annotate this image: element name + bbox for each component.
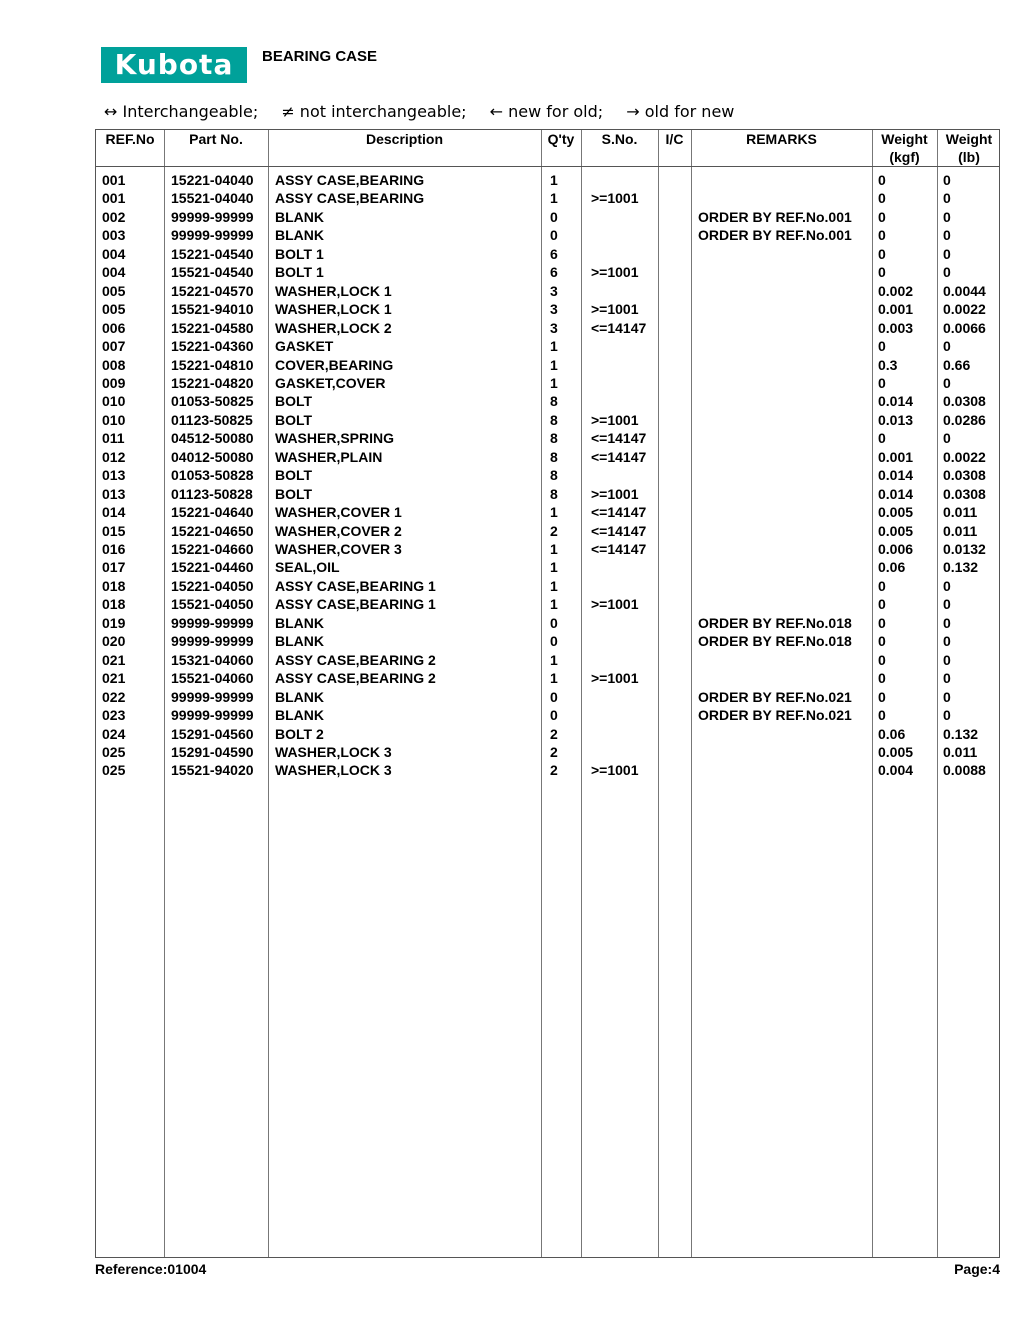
- cell-ref-no: 014: [102, 504, 126, 521]
- cell-weight-lb: 0.011: [943, 522, 978, 539]
- cell-part-no: 15221-04050: [171, 577, 254, 594]
- cell-qty: 2: [550, 762, 558, 779]
- cell-part-no: 04012-50080: [171, 448, 254, 465]
- cell-weight-kgf: 0.006: [878, 541, 914, 557]
- cell-weight-kgf: 0.004: [878, 762, 914, 779]
- cell-ref-no: 005: [102, 301, 126, 318]
- cell-description: WASHER,COVER 3: [275, 541, 402, 557]
- cell-qty: 2: [550, 743, 558, 760]
- cell-ref-no: 006: [102, 319, 126, 336]
- logo-text: Kubota: [114, 48, 234, 81]
- reference-number: Reference:01004: [95, 1261, 207, 1277]
- cell-weight-lb: 0: [943, 651, 951, 668]
- cell-serial-no: <=14147: [591, 504, 647, 521]
- cell-ref-no: 001: [102, 172, 126, 188]
- table-row: [96, 337, 999, 356]
- table-row: [96, 651, 999, 670]
- cell-weight-kgf: 0.003: [878, 319, 914, 336]
- cell-qty: 3: [550, 319, 558, 336]
- cell-part-no: 15221-04460: [171, 559, 254, 576]
- cell-part-no: 01123-50825: [171, 411, 253, 428]
- cell-weight-lb: 0: [943, 374, 951, 391]
- cell-qty: 0: [550, 208, 558, 225]
- table-row: [96, 466, 999, 485]
- cell-serial-no: >=1001: [591, 301, 639, 318]
- cell-description: WASHER,LOCK 2: [275, 319, 392, 336]
- cell-part-no: 99999-99999: [171, 633, 254, 650]
- cell-weight-lb: 0.0308: [943, 467, 986, 484]
- column-header-ref-no: REF.No: [105, 131, 155, 147]
- cell-qty: 8: [550, 448, 558, 465]
- cell-description: BLANK: [275, 208, 324, 225]
- cell-serial-no: >=1001: [591, 411, 639, 428]
- cell-qty: 1: [550, 172, 558, 188]
- legend-old-for-new: → old for new: [626, 102, 735, 121]
- cell-weight-lb: 0: [943, 208, 951, 225]
- cell-weight-kgf: 0: [878, 245, 886, 262]
- cell-ref-no: 022: [102, 688, 126, 705]
- cell-part-no: 15221-04360: [171, 338, 254, 355]
- cell-ref-no: 019: [102, 614, 126, 631]
- cell-weight-lb: 0: [943, 245, 951, 262]
- cell-qty: 6: [550, 245, 558, 262]
- cell-description: GASKET: [275, 338, 334, 355]
- cell-description: BOLT 1: [275, 245, 324, 262]
- cell-part-no: 04512-50080: [171, 430, 254, 447]
- cell-weight-kgf: 0.014: [878, 485, 914, 502]
- cell-qty: 1: [550, 559, 558, 576]
- table-row: [96, 688, 999, 707]
- table-row: [96, 319, 999, 338]
- cell-weight-kgf: 0: [878, 688, 886, 705]
- cell-serial-no: <=14147: [591, 448, 647, 465]
- cell-qty: 2: [550, 522, 558, 539]
- cell-remarks: ORDER BY REF.No.018: [698, 633, 852, 650]
- column-header-description: Description: [365, 131, 443, 147]
- table-row: [96, 392, 999, 411]
- cell-weight-lb: 0: [943, 670, 951, 687]
- cell-description: BOLT 2: [275, 725, 324, 742]
- cell-description: BLANK: [275, 227, 324, 244]
- cell-ref-no: 025: [102, 743, 126, 760]
- cell-weight-lb: 0.0022: [943, 301, 986, 318]
- cell-weight-kgf: 0.014: [878, 393, 914, 410]
- table-row: [96, 743, 999, 762]
- table-row: [96, 558, 999, 577]
- cell-part-no: 15221-04650: [171, 522, 254, 539]
- cell-weight-lb: 0: [943, 264, 951, 281]
- cell-ref-no: 009: [102, 374, 126, 391]
- table-row: [96, 761, 999, 780]
- cell-description: BLANK: [275, 707, 324, 724]
- cell-ref-no: 013: [102, 485, 126, 502]
- cell-ref-no: 005: [102, 282, 126, 299]
- cell-part-no: 15221-04570: [171, 282, 254, 299]
- cell-description: BOLT: [275, 485, 313, 502]
- cell-weight-kgf: 0: [878, 577, 886, 594]
- cell-part-no: 99999-99999: [171, 227, 254, 244]
- table-row: [96, 632, 999, 651]
- cell-weight-kgf: 0: [878, 614, 886, 631]
- cell-ref-no: 021: [102, 651, 126, 668]
- cell-part-no: 15521-04060: [171, 670, 254, 687]
- table-row: [96, 725, 999, 744]
- cell-part-no: 15521-04540: [171, 264, 254, 281]
- cell-description: WASHER,LOCK 1: [275, 301, 392, 318]
- cell-serial-no: >=1001: [591, 264, 639, 281]
- cell-ref-no: 015: [102, 522, 126, 539]
- cell-remarks: ORDER BY REF.No.018: [698, 614, 852, 631]
- cell-ref-no: 011: [102, 430, 125, 447]
- cell-weight-kgf: 0.013: [878, 411, 914, 428]
- cell-ref-no: 010: [102, 393, 126, 410]
- cell-part-no: 15521-94010: [171, 301, 254, 318]
- table-row: [96, 577, 999, 596]
- cell-weight-lb: 0.011: [943, 504, 978, 521]
- cell-weight-lb: 0.66: [943, 356, 971, 373]
- cell-ref-no: 012: [102, 448, 126, 465]
- cell-qty: 3: [550, 282, 558, 299]
- cell-weight-kgf: 0: [878, 208, 886, 225]
- cell-part-no: 15221-04540: [171, 245, 254, 262]
- cell-weight-lb: 0: [943, 688, 951, 705]
- cell-ref-no: 003: [102, 227, 126, 244]
- cell-description: COVER,BEARING: [275, 356, 394, 373]
- column-header-part-no: Part No.: [189, 131, 243, 147]
- cell-description: BLANK: [275, 614, 324, 631]
- cell-part-no: 15221-04640: [171, 504, 254, 521]
- cell-part-no: 15291-04590: [171, 743, 254, 760]
- cell-weight-kgf: 0: [878, 707, 886, 724]
- cell-weight-lb: 0.0286: [943, 411, 986, 428]
- cell-qty: 8: [550, 485, 558, 502]
- cell-part-no: 99999-99999: [171, 707, 254, 724]
- cell-ref-no: 001: [102, 190, 126, 207]
- cell-weight-kgf: 0.005: [878, 743, 914, 760]
- cell-serial-no: <=14147: [591, 319, 647, 336]
- cell-remarks: ORDER BY REF.No.021: [698, 688, 852, 705]
- cell-weight-kgf: 0: [878, 172, 886, 188]
- cell-remarks: ORDER BY REF.No.001: [698, 208, 852, 225]
- cell-ref-no: 017: [102, 559, 126, 576]
- table-row: [96, 540, 999, 559]
- cell-weight-kgf: 0.001: [878, 448, 914, 465]
- cell-weight-kgf: 0: [878, 227, 886, 244]
- cell-description: GASKET,COVER: [275, 374, 386, 391]
- cell-qty: 1: [550, 374, 558, 391]
- cell-description: BOLT 1: [275, 264, 324, 281]
- column-header-remarks: REMARKS: [746, 131, 817, 147]
- cell-qty: 1: [550, 651, 558, 668]
- cell-qty: 0: [550, 633, 558, 650]
- table-row: [96, 374, 999, 393]
- cell-ref-no: 004: [102, 245, 126, 262]
- column-header-weight-lb: Weight (lb): [945, 131, 993, 165]
- cell-weight-lb: 0.132: [943, 725, 979, 742]
- cell-qty: 1: [550, 596, 558, 613]
- cell-description: WASHER,PLAIN: [275, 448, 383, 465]
- cell-serial-no: >=1001: [591, 596, 639, 613]
- cell-part-no: 15521-04050: [171, 596, 254, 613]
- cell-ref-no: 024: [102, 725, 126, 742]
- legend-interchangeable: ↔ Interchangeable;: [104, 102, 259, 121]
- cell-qty: 8: [550, 411, 558, 428]
- cell-qty: 1: [550, 356, 558, 373]
- table-row: [96, 245, 999, 264]
- cell-ref-no: 016: [102, 541, 126, 557]
- cell-part-no: 99999-99999: [171, 688, 254, 705]
- cell-ref-no: 013: [102, 467, 126, 484]
- cell-description: WASHER,COVER 2: [275, 522, 402, 539]
- cell-weight-kgf: 0: [878, 264, 886, 281]
- cell-description: BLANK: [275, 688, 324, 705]
- cell-part-no: 01053-50828: [171, 467, 254, 484]
- cell-description: ASSY CASE,BEARING 1: [275, 596, 436, 613]
- table-row: [96, 706, 999, 725]
- table-row: [96, 503, 999, 522]
- legend-new-for-old: ← new for old;: [489, 102, 604, 121]
- cell-description: BOLT: [275, 467, 313, 484]
- cell-ref-no: 021: [102, 670, 126, 687]
- table-row: [96, 282, 999, 301]
- cell-ref-no: 018: [102, 596, 126, 613]
- cell-qty: 1: [550, 338, 558, 355]
- cell-ref-no: 023: [102, 707, 126, 724]
- cell-ref-no: 004: [102, 264, 126, 281]
- column-header-ic: I/C: [665, 131, 684, 147]
- cell-weight-lb: 0: [943, 227, 951, 244]
- table-row: [96, 669, 999, 688]
- cell-weight-kgf: 0: [878, 374, 886, 391]
- header-divider: [96, 166, 999, 167]
- cell-serial-no: >=1001: [591, 485, 639, 502]
- page-title: BEARING CASE: [262, 48, 378, 65]
- cell-weight-kgf: 0.014: [878, 467, 914, 484]
- table-row: [96, 226, 999, 245]
- cell-qty: 1: [550, 504, 558, 521]
- cell-remarks: ORDER BY REF.No.021: [698, 707, 852, 724]
- cell-part-no: 15221-04660: [171, 541, 254, 557]
- cell-description: WASHER,SPRING: [275, 430, 395, 447]
- parts-table: [95, 129, 1000, 1258]
- cell-weight-kgf: 0: [878, 633, 886, 650]
- cell-weight-lb: 0: [943, 577, 951, 594]
- table-row: [96, 485, 999, 504]
- table-row: [96, 595, 999, 614]
- cell-weight-lb: 0.0308: [943, 393, 986, 410]
- cell-weight-kgf: 0: [878, 430, 886, 447]
- table-row: [96, 356, 999, 375]
- table-row: [96, 171, 999, 190]
- cell-weight-kgf: 0: [878, 338, 886, 355]
- interchangeability-legend: [104, 102, 752, 121]
- cell-description: ASSY CASE,BEARING: [275, 190, 425, 207]
- cell-qty: 1: [550, 541, 558, 557]
- cell-serial-no: >=1001: [591, 762, 639, 779]
- cell-weight-kgf: 0: [878, 596, 886, 613]
- cell-part-no: 15321-04060: [171, 651, 254, 668]
- cell-weight-kgf: 0: [878, 670, 886, 687]
- cell-description: WASHER,LOCK 3: [275, 762, 392, 779]
- cell-weight-kgf: 0.3: [878, 356, 898, 373]
- cell-weight-lb: 0.0088: [943, 762, 986, 779]
- cell-weight-lb: 0: [943, 707, 951, 724]
- cell-serial-no: <=14147: [591, 430, 647, 447]
- table-row: [96, 429, 999, 448]
- cell-part-no: 01123-50828: [171, 485, 253, 502]
- cell-part-no: 15221-04580: [171, 319, 254, 336]
- cell-weight-kgf: 0.002: [878, 282, 914, 299]
- page-number: Page:4: [954, 1261, 1000, 1277]
- cell-qty: 2: [550, 725, 558, 742]
- cell-part-no: 15521-94020: [171, 762, 254, 779]
- kubota-logo: [101, 47, 247, 83]
- cell-weight-lb: 0.0066: [943, 319, 986, 336]
- cell-weight-kgf: 0: [878, 190, 886, 207]
- table-row: [96, 411, 999, 430]
- cell-qty: 1: [550, 190, 558, 207]
- cell-weight-lb: 0.0044: [943, 282, 986, 299]
- cell-qty: 0: [550, 688, 558, 705]
- cell-description: BOLT: [275, 393, 313, 410]
- table-row: [96, 208, 999, 227]
- cell-part-no: 15221-04820: [171, 374, 254, 391]
- cell-weight-lb: 0.0308: [943, 485, 986, 502]
- cell-weight-kgf: 0: [878, 651, 886, 668]
- column-header-serial-no: S.No.: [601, 131, 638, 147]
- cell-weight-kgf: 0.06: [878, 559, 906, 576]
- cell-weight-lb: 0: [943, 338, 951, 355]
- cell-part-no: 99999-99999: [171, 208, 254, 225]
- cell-description: ASSY CASE,BEARING: [275, 172, 425, 188]
- cell-description: SEAL,OIL: [275, 559, 340, 576]
- cell-weight-kgf: 0.005: [878, 522, 914, 539]
- cell-serial-no: >=1001: [591, 190, 639, 207]
- cell-ref-no: 008: [102, 356, 126, 373]
- cell-description: ASSY CASE,BEARING 2: [275, 670, 436, 687]
- cell-qty: 1: [550, 670, 558, 687]
- cell-weight-kgf: 0.001: [878, 301, 914, 318]
- cell-weight-lb: 0.011: [943, 743, 978, 760]
- cell-description: ASSY CASE,BEARING 1: [275, 577, 436, 594]
- cell-part-no: 01053-50825: [171, 393, 254, 410]
- cell-weight-lb: 0: [943, 190, 951, 207]
- cell-serial-no: <=14147: [591, 541, 647, 557]
- cell-ref-no: 018: [102, 577, 126, 594]
- cell-weight-lb: 0: [943, 614, 951, 631]
- cell-weight-lb: 0: [943, 172, 951, 188]
- table-row: [96, 448, 999, 467]
- table-row: [96, 614, 999, 633]
- cell-weight-lb: 0.0022: [943, 448, 986, 465]
- cell-description: BOLT: [275, 411, 313, 428]
- cell-description: WASHER,LOCK 3: [275, 743, 392, 760]
- cell-weight-lb: 0: [943, 633, 951, 650]
- cell-qty: 0: [550, 227, 558, 244]
- table-row: [96, 522, 999, 541]
- cell-weight-lb: 0: [943, 596, 951, 613]
- cell-remarks: ORDER BY REF.No.001: [698, 227, 852, 244]
- cell-qty: 0: [550, 707, 558, 724]
- cell-part-no: 15291-04560: [171, 725, 254, 742]
- cell-ref-no: 010: [102, 411, 126, 428]
- cell-ref-no: 002: [102, 208, 126, 225]
- cell-ref-no: 025: [102, 762, 126, 779]
- cell-qty: 6: [550, 264, 558, 281]
- cell-qty: 8: [550, 430, 558, 447]
- cell-part-no: 15521-04040: [171, 190, 254, 207]
- cell-weight-kgf: 0.06: [878, 725, 906, 742]
- cell-qty: 3: [550, 301, 558, 318]
- table-row: [96, 300, 999, 319]
- cell-description: ASSY CASE,BEARING 2: [275, 651, 436, 668]
- cell-serial-no: >=1001: [591, 670, 639, 687]
- cell-qty: 8: [550, 393, 558, 410]
- cell-part-no: 15221-04810: [171, 356, 254, 373]
- cell-weight-lb: 0: [943, 430, 951, 447]
- cell-qty: 1: [550, 577, 558, 594]
- cell-ref-no: 007: [102, 338, 126, 355]
- cell-description: WASHER,COVER 1: [275, 504, 402, 521]
- table-row: [96, 189, 999, 208]
- cell-qty: 8: [550, 467, 558, 484]
- cell-weight-lb: 0.0132: [943, 541, 986, 557]
- legend-not-interchangeable: ≠ not interchangeable;: [281, 102, 467, 121]
- cell-description: WASHER,LOCK 1: [275, 282, 392, 299]
- cell-weight-kgf: 0.005: [878, 504, 914, 521]
- column-header-weight-kgf: Weight (kgf): [881, 131, 928, 165]
- cell-part-no: 15221-04040: [171, 172, 254, 188]
- table-row: [96, 263, 999, 282]
- cell-serial-no: <=14147: [591, 522, 647, 539]
- cell-ref-no: 020: [102, 633, 126, 650]
- column-header-qty: Q'ty: [547, 131, 575, 147]
- cell-part-no: 99999-99999: [171, 614, 254, 631]
- cell-weight-lb: 0.132: [943, 559, 979, 576]
- cell-qty: 0: [550, 614, 558, 631]
- cell-description: BLANK: [275, 633, 324, 650]
